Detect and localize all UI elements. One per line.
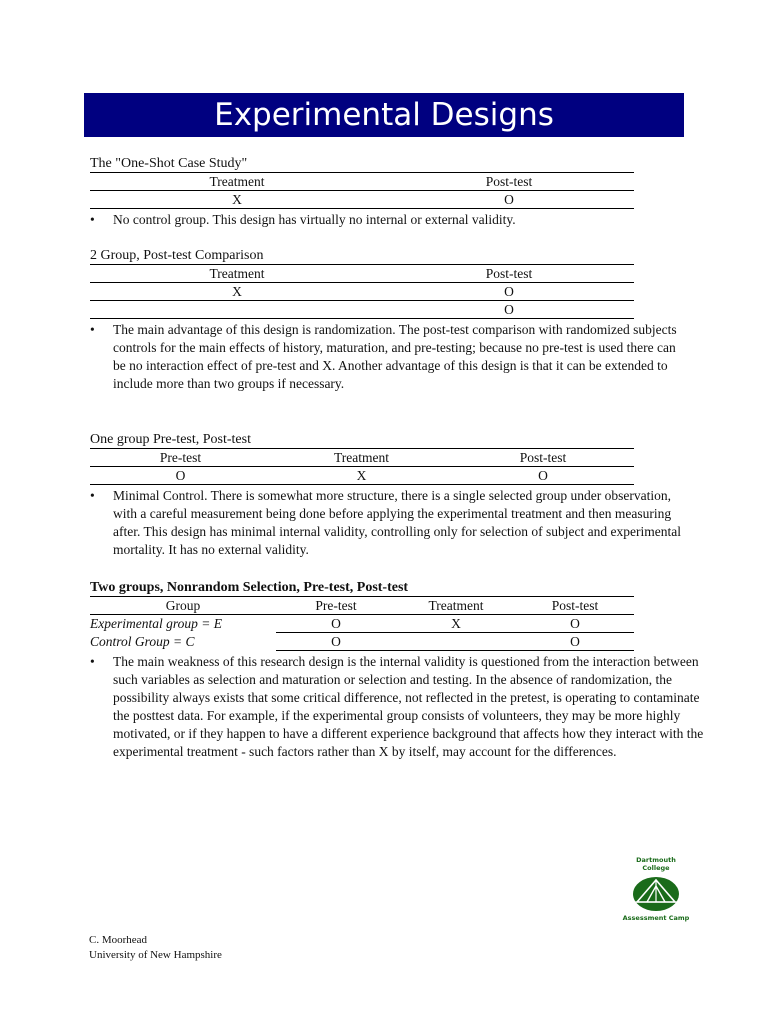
table-cell: X — [90, 283, 384, 301]
table-cell — [396, 633, 516, 651]
table-cell: O — [276, 633, 396, 651]
table-cell: O — [516, 615, 634, 633]
bullet-icon: • — [90, 654, 95, 669]
page-title: Experimental Designs — [84, 93, 684, 137]
bullet-note: • The main advantage of this design is randomization. The post-test comparison with randomized subjects controls for the main effects of history, maturation, and pre-testing; because no pre-test is used there can be no interaction effect of pre-test and X. Another advantage of this design is that it can be extended to include more than two groups if necessary. — [90, 322, 677, 391]
logo-bottom-text: Assessment Camp — [622, 914, 690, 922]
table-cell: O — [452, 467, 634, 485]
logo-top-text: Dartmouth College — [636, 856, 676, 872]
section-title: One group Pre-test, Post-test — [90, 432, 251, 447]
design-table — [90, 172, 634, 209]
col-header: Pre-test — [276, 597, 396, 615]
section-title: Two groups, Nonrandom Selection, Pre-test, Post-test — [90, 580, 409, 595]
design-table — [90, 596, 634, 651]
tent-logo-icon — [631, 872, 681, 912]
bullet-note: • The main weakness of this research design is the internal validity is questioned from the interaction between such variables as selection and maturation or selection and testing. In the absence of randomization, the possibility always exists that some critical difference, not reflected in the pretest, is operating to contaminate the posttest data. For example, if the experimental group consists of volunteers, they may be more highly motivated, or if they happen to have a different experience background that affects how they interact with the experimental treatment - such factors rather than X by itself, may account for the differences. — [90, 654, 704, 759]
col-header: Post-test — [452, 449, 634, 467]
section-title: The "One-Shot Case Study" — [90, 156, 248, 171]
table-cell: X — [271, 467, 452, 485]
col-header: Post-test — [384, 173, 634, 191]
table-cell: X — [396, 615, 516, 633]
footer-author: C. Moorhead — [89, 934, 148, 946]
group-label: Control Group = C — [90, 634, 195, 649]
section-two-group — [90, 248, 677, 393]
table-cell: O — [384, 301, 634, 319]
col-header: Post-test — [516, 597, 634, 615]
col-header: Group — [90, 597, 276, 615]
footer — [89, 933, 222, 963]
col-header: Pre-test — [90, 449, 271, 467]
table-cell: O — [384, 191, 634, 209]
col-header: Post-test — [384, 265, 634, 283]
table-cell: O — [90, 467, 271, 485]
design-table — [90, 264, 634, 319]
table-cell: O — [276, 615, 396, 633]
col-header: Treatment — [271, 449, 452, 467]
bullet-note: • Minimal Control. There is somewhat more structure, there is a single selected group under observation, with a careful measurement being done before applying the experimental treatment and then measuring after. This design has minimal internal validity, controlling only for selection of subject and experimental mortality. It has no external validity. — [90, 488, 681, 557]
section-title: 2 Group, Post-test Comparison — [90, 248, 264, 263]
footer-institution: University of New Hampshire — [89, 949, 222, 961]
bullet-icon: • — [90, 322, 95, 337]
table-cell: O — [384, 283, 634, 301]
section-one-group-pre-post — [90, 432, 681, 559]
col-header: Treatment — [90, 265, 384, 283]
design-table — [90, 448, 634, 485]
table-cell — [90, 301, 384, 319]
camp-logo — [622, 856, 690, 924]
col-header: Treatment — [90, 173, 384, 191]
section-nonrandom — [90, 580, 704, 761]
bullet-note: • No control group. This design has virtually no internal or external validity. — [90, 212, 516, 227]
col-header: Treatment — [396, 597, 516, 615]
table-cell: O — [516, 633, 634, 651]
bullet-icon: • — [90, 212, 95, 227]
group-label: Experimental group = E — [90, 616, 222, 632]
section-one-shot — [90, 156, 634, 229]
table-cell: X — [90, 191, 384, 209]
bullet-icon: • — [90, 488, 95, 503]
